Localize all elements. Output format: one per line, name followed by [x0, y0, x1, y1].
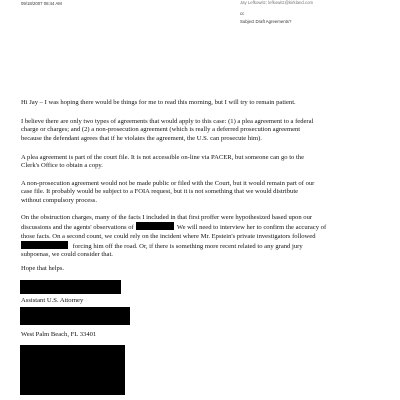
text-line: On the obstruction charges, many of the facts I included in that first proffer were hypothesized based upon our — [21, 214, 313, 221]
closing: Hope that helps. — [21, 265, 65, 272]
text-line: I believe there are only two types of agreements that would apply to this case: (1) a plea agreement to a federal — [21, 118, 314, 125]
redaction-box-name — [20, 280, 121, 294]
text-fragment: We will need to interview her to confirm the accuracy of — [176, 224, 327, 232]
greeting: Hi Jay – I was hoping there would be things for me to read this morning, but I will try to remain patient. — [21, 99, 296, 106]
paragraph-non-prosecution — [21, 180, 383, 205]
signature-title: Assistant U.S. Attorney — [21, 297, 84, 304]
redaction-bar — [136, 222, 174, 230]
text-line: Clerk's Office to obtain a copy. — [21, 162, 103, 170]
text-fragment: discussions and the agents' observations of — [21, 224, 134, 232]
text-line: those facts. On a second count, we could rely on the incident where Mr. Epstein's private investigators followed — [21, 232, 316, 240]
paragraph-obstruction-charges — [21, 214, 383, 259]
text-fragment: forcing him off the road. Or, if there is something more recent related to any grand jury — [72, 242, 303, 250]
email-date: 09/18/2007 08:44 AM — [21, 1, 62, 6]
email-cc-label: cc — [240, 11, 245, 16]
email-recipient-partial: Jay Lefkowitz; lefkowitz@kirkland.com — [240, 0, 314, 5]
text-line: A non-prosecution agreement would not be made public or filed with the Court, but it would remain part of our — [21, 180, 315, 187]
redaction-box-contact — [20, 345, 125, 395]
text-line: subpoenas, we could consider that. — [21, 251, 113, 259]
text-line: case file. It probably would be subject to a FOIA request, but it is not something that we would distribute — [21, 188, 299, 196]
text-line: A plea agreement is part of the court file. It is not accessible on-line via PACER, but someone can go to the — [21, 154, 305, 161]
signature-city: West Palm Beach, FL 33401 — [21, 331, 97, 338]
email-subject: Subject Draft Agreements? — [240, 19, 292, 24]
paragraph-plea-agreement — [21, 154, 383, 171]
text-line: because the defendant agrees that if he violates the agreement, the U.S. can prosecute him). — [21, 134, 262, 142]
redaction-bar — [21, 241, 68, 249]
redaction-box-office — [20, 307, 130, 325]
text-line — [21, 222, 383, 232]
text-line: without compulsory process. — [21, 196, 98, 204]
text-line — [21, 241, 383, 251]
paragraph-agreement-types — [21, 118, 383, 143]
text-line: charge or charges; and (2) a non-prosecution agreement (which is really a deferred prosecution agreement — [21, 126, 301, 134]
